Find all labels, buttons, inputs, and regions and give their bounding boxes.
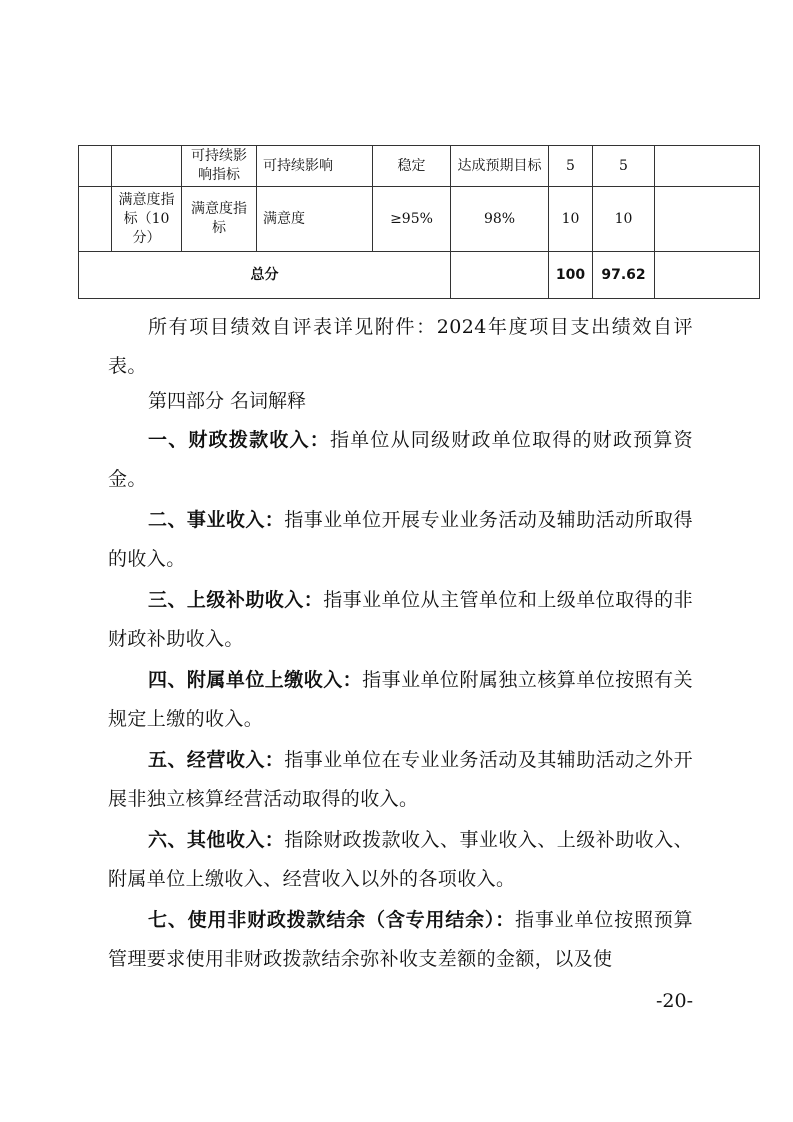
table-row	[79, 146, 760, 187]
definition-text: 指事业单位在专业业务活动及其辅助活动之外开展非独立核算经营活动取得的收入。	[108, 749, 693, 810]
definition-text: 指事业单位从主管单位和上级单位取得的非财政补助收入。	[108, 589, 693, 650]
actual-value: 98%	[451, 187, 549, 252]
target-value: ≥95%	[373, 187, 451, 252]
definition-7	[108, 901, 693, 979]
page-number: -20-	[655, 990, 693, 1012]
weight-value: 5	[549, 146, 593, 187]
definition-text: 指事业单位附属独立核算单位按照有关规定上缴的收入。	[108, 669, 693, 730]
definition-5	[108, 741, 693, 819]
definition-text: 指事业单位按照预算管理要求使用非财政拨款结余弥补收支差额的金额，以及使	[108, 909, 693, 970]
definition-term: 二、事业收入：	[148, 509, 285, 531]
table-cell	[451, 252, 549, 299]
level2-indicator: 满意度指标	[182, 187, 257, 252]
table-cell	[655, 146, 760, 187]
level3-indicator: 满意度	[257, 187, 373, 252]
total-score: 97.62	[593, 252, 655, 299]
attachment-note: 所有项目绩效自评表详见附件：2024年度项目支出绩效自评表。	[108, 316, 693, 377]
definition-text: 指单位从同级财政单位取得的财政预算资金。	[108, 429, 693, 490]
definition-1	[108, 421, 693, 499]
weight-value: 10	[549, 187, 593, 252]
total-weight: 100	[549, 252, 593, 299]
definition-text: 指除财政拨款收入、事业收入、上级补助收入、附属单位上缴收入、经营收入以外的各项收入。	[108, 829, 693, 890]
table-cell	[79, 146, 112, 187]
definition-text: 指事业单位开展专业业务活动及辅助活动所取得的收入。	[108, 509, 693, 570]
score-value: 10	[593, 187, 655, 252]
definition-term: 三、上级补助收入：	[148, 589, 324, 611]
table-row-total	[79, 252, 760, 299]
level1-indicator: 满意度指标（10分）	[112, 187, 182, 252]
definition-term: 四、附属单位上缴收入：	[148, 669, 363, 691]
table-row	[79, 187, 760, 252]
definition-3	[108, 581, 693, 659]
definition-4	[108, 661, 693, 739]
target-value: 稳定	[373, 146, 451, 187]
definition-term: 五、经营收入：	[148, 749, 285, 771]
performance-table	[78, 145, 759, 299]
level2-indicator: 可持续影响指标	[182, 146, 257, 187]
actual-value: 达成预期目标	[451, 146, 549, 187]
table-cell	[655, 187, 760, 252]
level3-indicator: 可持续影响	[257, 146, 373, 187]
section-title: 第四部分 名词解释	[148, 390, 307, 412]
definition-term: 六、其他收入：	[148, 829, 285, 851]
table-cell	[112, 146, 182, 187]
definition-6	[108, 821, 693, 899]
score-value: 5	[593, 146, 655, 187]
definition-2	[108, 501, 693, 579]
total-label: 总分	[79, 252, 451, 299]
definition-term: 一、财政拨款收入：	[148, 429, 330, 451]
table-cell	[655, 252, 760, 299]
table-cell	[79, 187, 112, 252]
definition-term: 七、使用非财政拨款结余（含专用结余）：	[148, 909, 516, 931]
